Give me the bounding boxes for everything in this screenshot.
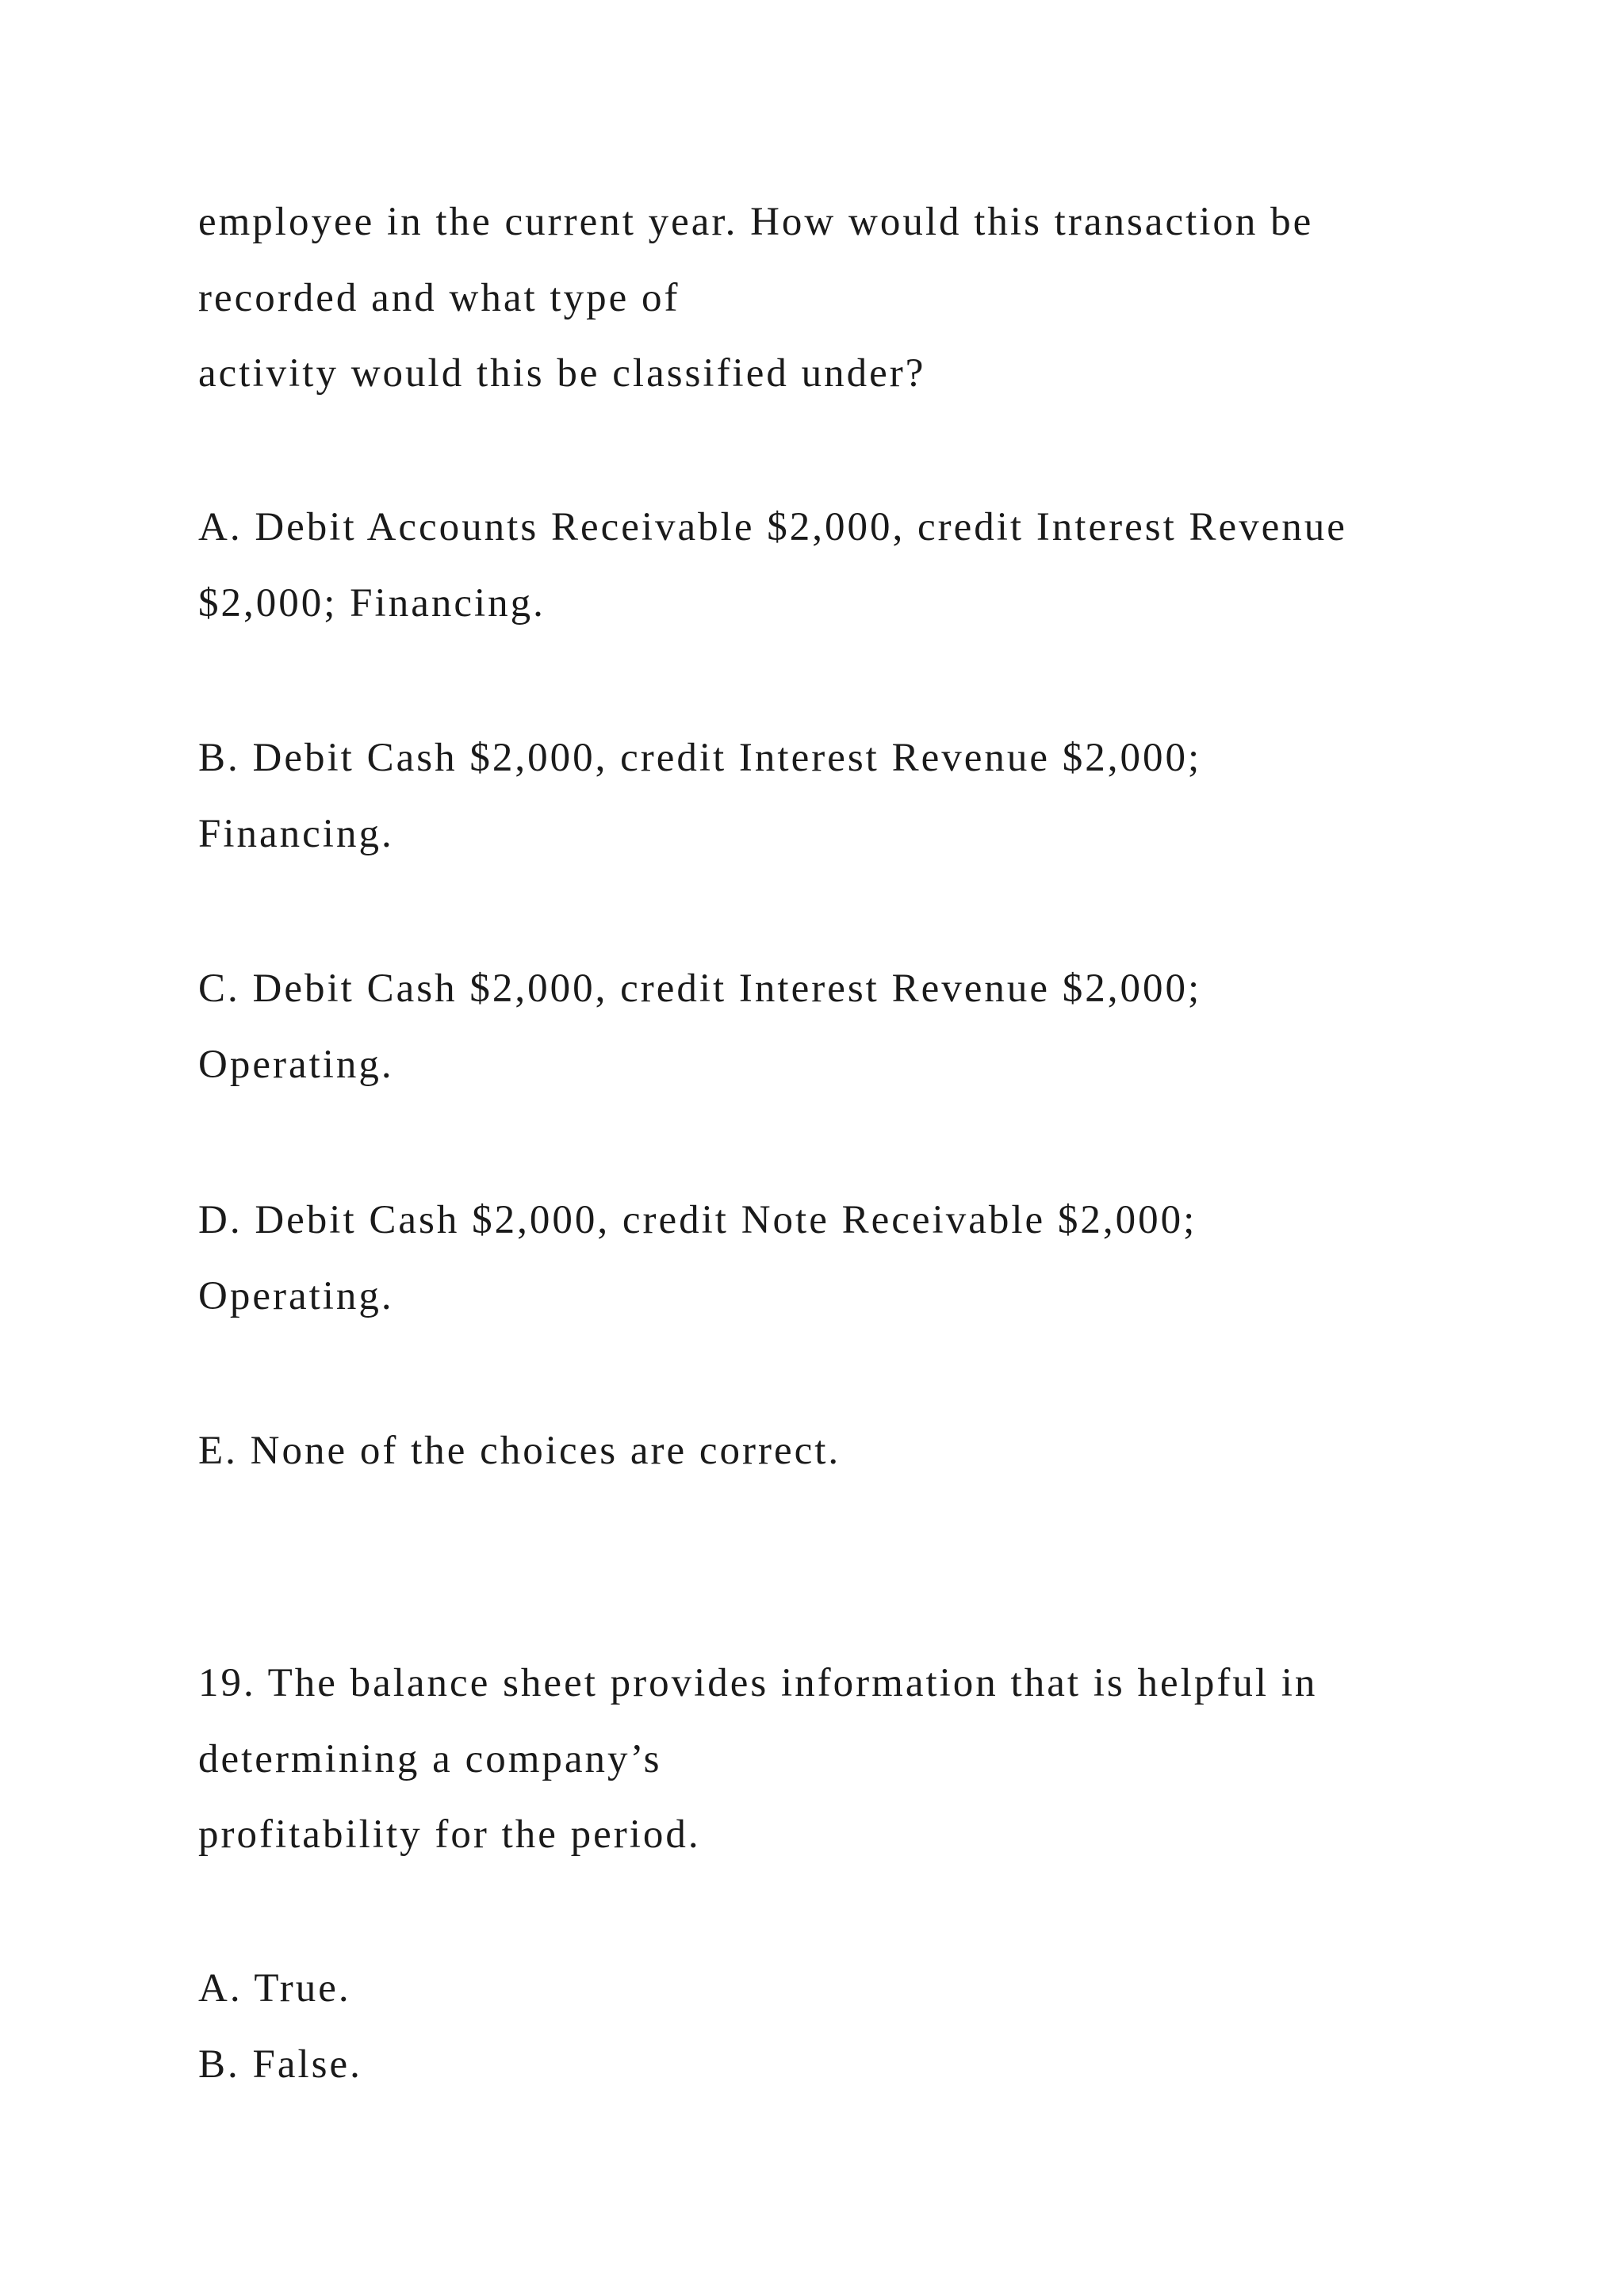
question-stem-line: profitability for the period. bbox=[198, 1812, 701, 1857]
choice-line: B. Debit Cash $2,000, credit Interest Revenue $2,000; bbox=[198, 736, 1202, 780]
choice-line: A. Debit Accounts Receivable $2,000, credit Interest Revenue bbox=[198, 505, 1347, 549]
choice-line: Operating. bbox=[198, 1274, 394, 1318]
choice-line: Financing. bbox=[198, 812, 394, 856]
question-stem-line: employee in the current year. How would this transaction be bbox=[198, 200, 1314, 244]
question-stem-line: activity would this be classified under? bbox=[198, 351, 926, 396]
question-stem-line: determining a company’s bbox=[198, 1737, 662, 1781]
choice-line: E. None of the choices are correct. bbox=[198, 1429, 841, 1473]
choice-line: $2,000; Financing. bbox=[198, 581, 546, 626]
answer-choice-b: B. False. bbox=[198, 2042, 362, 2087]
choice-line: Operating. bbox=[198, 1043, 394, 1087]
question-stem-line: recorded and what type of bbox=[198, 276, 680, 320]
answer-choice-a: A. True. bbox=[198, 1966, 351, 2011]
choice-line: D. Debit Cash $2,000, credit Note Receivable $2,000; bbox=[198, 1198, 1197, 1242]
choice-line: C. Debit Cash $2,000, credit Interest Revenue $2,000; bbox=[198, 966, 1202, 1011]
question-stem-line: 19. The balance sheet provides information that is helpful in bbox=[198, 1661, 1318, 1705]
